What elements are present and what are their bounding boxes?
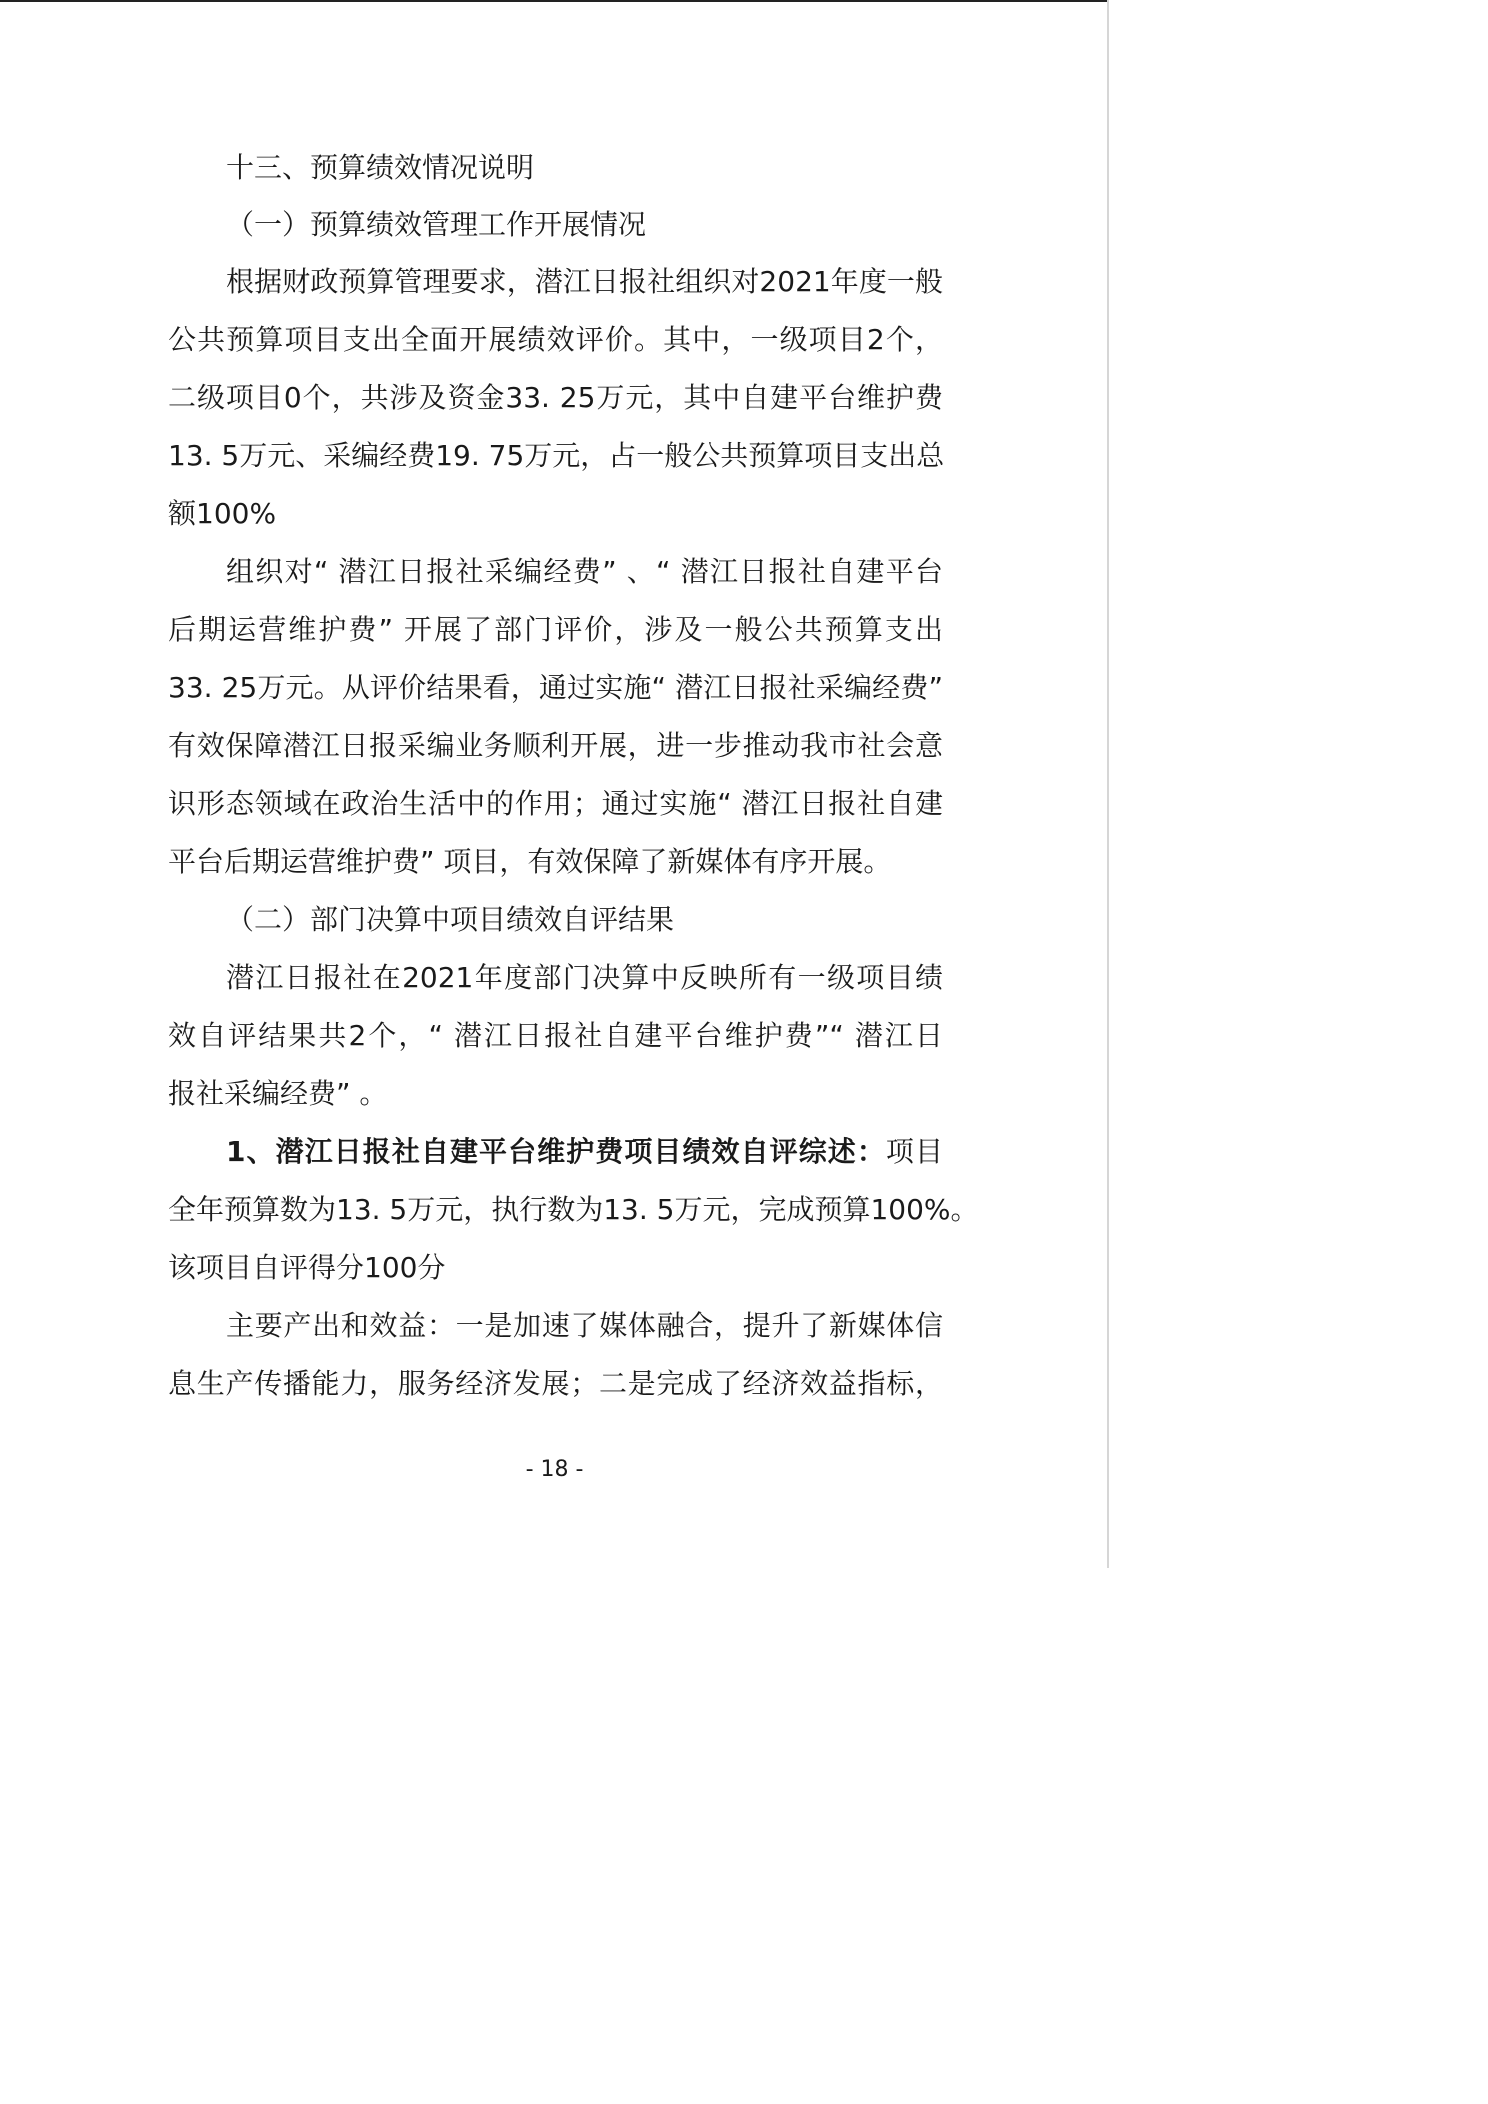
item-1-bold-label: 1、潜江日报社自建平台维护费项目绩效自评综述： (226, 1135, 886, 1168)
page-number: - 18 - (525, 1457, 584, 1482)
paragraph-line: 息生产传播能力，服务经济发展；二是完成了经济效益指标， (168, 1367, 943, 1400)
paragraph-line: 额100% (168, 497, 277, 530)
paragraph-line: 二级项目0个，共涉及资金33. 25万元，其中自建平台维护费 (168, 381, 943, 414)
item-1-label-rest: 项目 (885, 1135, 943, 1168)
paragraph-line: 识形态领域在政治生活中的作用；通过实施“ 潜江日报社自建 (168, 787, 943, 820)
top-border (0, 0, 1109, 2)
paragraph-line: 全年预算数为13. 5万元，执行数为13. 5万元，完成预算100%。 (168, 1193, 979, 1226)
item-1-summary (226, 1132, 943, 1172)
paragraph-line: 有效保障潜江日报采编业务顺利开展，进一步推动我市社会意 (168, 729, 943, 762)
paragraph-line: 报社采编经费” 。 (168, 1077, 388, 1110)
paragraph-line: 主要产出和效益：一是加速了媒体融合，提升了新媒体信 (226, 1309, 943, 1342)
paragraph-line: 效自评结果共2个，“ 潜江日报社自建平台维护费”“ 潜江日 (168, 1019, 943, 1052)
paragraph-line: 根据财政预算管理要求，潜江日报社组织对2021年度一般 (226, 265, 943, 298)
paragraph-line: 后期运营维护费” 开展了部门评价，涉及一般公共预算支出 (168, 613, 943, 646)
right-border (1107, 0, 1109, 1568)
paragraph-line: 公共预算项目支出全面开展绩效评价。其中，一级项目2个， (168, 323, 943, 356)
paragraph-line: 13. 5万元、采编经费19. 75万元，占一般公共预算项目支出总 (168, 439, 945, 472)
paragraph-line: 组织对“ 潜江日报社采编经费” 、“ 潜江日报社自建平台 (226, 555, 943, 588)
section-heading: 十三、预算绩效情况说明 (226, 151, 535, 184)
subsection-title-1: （一）预算绩效管理工作开展情况 (226, 208, 647, 241)
subsection-title-2: （二）部门决算中项目绩效自评结果 (226, 903, 675, 936)
paragraph-line: 潜江日报社在2021年度部门决算中反映所有一级项目绩 (226, 961, 943, 994)
paragraph-line: 平台后期运营维护费” 项目，有效保障了新媒体有序开展。 (168, 845, 892, 878)
paragraph-line: 33. 25万元。从评价结果看，通过实施“ 潜江日报社采编经费” (168, 671, 943, 704)
paragraph-line: 该项目自评得分100分 (168, 1251, 446, 1284)
